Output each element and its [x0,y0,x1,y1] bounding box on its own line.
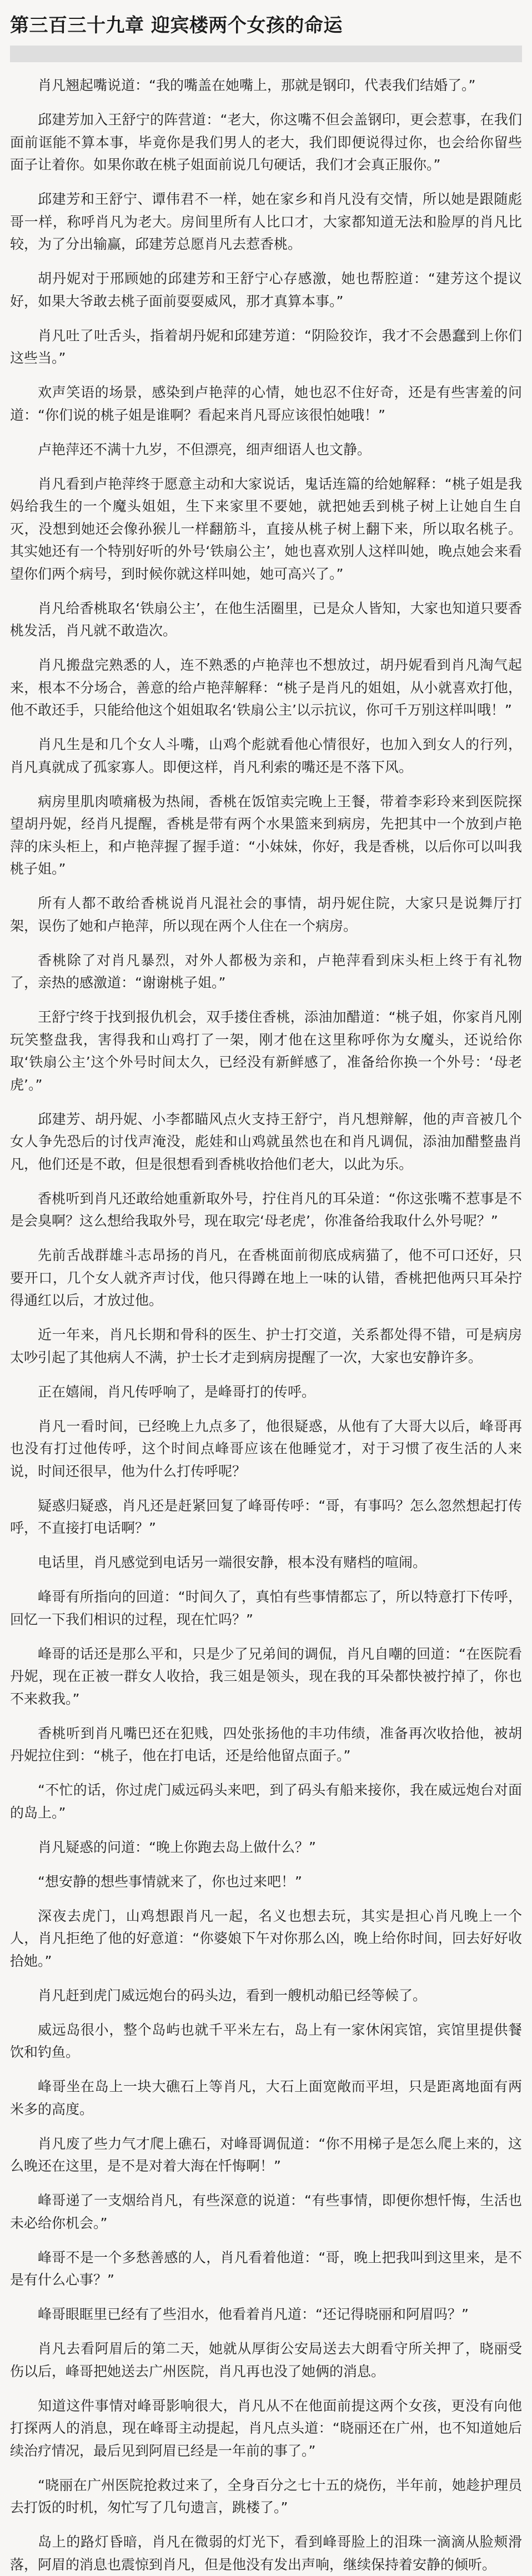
paragraph: 卢艳萍还不满十九岁，不但漂亮，细声细语人也文静。 [38,441,372,458]
paragraph: 香桃除了对肖凡暴烈，对外人都极为亲和，卢艳萍看到床头柜上终于有礼物了，亲热的感激道：“谢谢桃子姐。” [10,952,522,991]
paragraph: 邱建芳加入王舒宁的阵营道：“老大，你这嘴不但会盖钢印，更会惹事，在我们面前诓能不算本事，毕竟你是我们男人的老大，我们即便说得过你，也会给你留些面子让着你。如果你敢在桃子姐面前说几句硬话，我们才会真正服你。” [10,112,522,173]
paragraph: 香桃听到肖凡嘴巴还在犯贱，四处张扬他的丰功伟绩，准备再次收拾他，被胡丹妮拉住到：“桃子，他在打电话，还是给他留点面子。” [10,1725,522,1764]
paragraph: 正在嬉闹，肖凡传呼响了，是峰哥打的传呼。 [38,1383,316,1400]
paragraph: 岛上的路灯昏暗，肖凡在微弱的灯光下，看到峰哥脸上的泪珠一滴滴从脸颊滑落，阿眉的消息也震惊到肖凡，但是他没有发出声响，继续保持着安静的倾听。 [10,2534,522,2573]
paragraph: 欢声笑语的场景，感染到卢艳萍的心情，她也忍不住好奇，还是有些害羞的问道：“你们说的桃子姐是谁啊？看起来肖凡哥应该很怕她哦！” [10,384,522,423]
paragraph: 峰哥递了一支烟给肖凡，有些深意的说道：“有些事情，即便你想忏悔，生活也未必给你机会。” [10,2192,522,2231]
paragraph: 病房里肌肉喷痛极为热闹，香桃在饭馆卖完晚上王餐，带着李彩玲来到医院探望胡丹妮，经肖凡提醒，香桃是带有两个水果篮来到病房，先把其中一个放到卢艳萍的床头柜上，和卢艳萍握了握手道：“小妹妹，你好，我是香桃，以后你可以叫我桃子姐。” [10,793,522,877]
title-divider-bar [10,46,522,62]
paragraph: “晓丽在广州医院抢救过来了，全身百分之七十五的烧伤，半年前，她趁护理员去打饭的时机，匆忙写了几句遗言，跳楼了。” [10,2477,522,2515]
paragraph: “想安静的想些事情就来了，你也过来吧！” [38,1873,302,1890]
paragraph: 肖凡一看时间，已经晚上九点多了，他很疑惑，从他有了大哥大以后，峰哥再也没有打过他传呼，这个时间点峰哥应该在他睡觉才，对于习惯了夜生活的人来说，时间还很早，他为什么打传呼呢？ [10,1418,522,1479]
paragraph: 深夜去虎门，山鸡想跟肖凡一起，名义也想去玩，其实是担心肖凡晚上一个人，肖凡拒绝了他的好意道：“你婆娘下午对你那么凶，晚上给你时间，回去好好收拾她。” [10,1907,522,1969]
paragraph: 胡丹妮对于邢顾她的邱建芳和王舒宁心存感激，她也帮腔道：“建芳这个提议好，如果大爷敢去桃子面前耍耍威风，那才真算本事。” [10,270,522,309]
paragraph: 峰哥有所指向的回道：“时间久了，真怕有些事情都忘了，所以特意打下传呼，回忆一下我们相识的过程，现在忙吗？” [10,1589,522,1628]
paragraph: 峰哥坐在岛上一块大礁石上等肖凡，大石上面宽敞而平坦，只是距离地面有两米多的高度。 [10,2078,522,2117]
chapter-title: 第三百三十九章 迎宾楼两个女孩的命运 [10,14,343,37]
paragraph: 香桃听到肖凡还敢给她重新取外号，拧住肖凡的耳朵道：“你这张嘴不惹事是不是会臭啊？这么想给我取外号，现在取完‘母老虎’，你准备给我取什么外号呢？” [10,1190,522,1229]
paragraph: 肖凡废了些力气才爬上礁石，对峰哥调侃道：“你不用梯子是怎么爬上来的，这么晚还在这里，是不是对着大海在忏悔啊！” [10,2135,522,2174]
paragraph: 肖凡给香桃取名‘铁扇公主’，在他生活圈里，已是众人皆知，大家也知道只要香桃发活，肖凡就不敢造次。 [10,600,522,639]
paragraph: 肖凡赶到虎门威远炮台的码头边，看到一艘机动船已经等候了。 [38,1987,427,2003]
paragraph: 威远岛很小，整个岛屿也就千平米左右，岛上有一家休闲宾馆，宾馆里提供餐饮和钓鱼。 [10,2021,522,2060]
paragraph: 肖凡疑惑的问道：“晚上你跑去岛上做什么？” [38,1839,316,1855]
paragraph: 电话里，肖凡感觉到电话另一端很安静，根本没有赌档的喧闹。 [38,1554,427,1570]
paragraph: 峰哥眼眶里已经有了些泪水，他看着肖凡道：“还记得晓丽和阿眉吗？” [38,2306,469,2322]
paragraph: 知道这件事情对峰哥影响很大，肖凡从不在他面前提这两个女孩，更没有向他打探两人的消息，现在峰哥主动提起，肖凡点头道：“晓丽还在广州，也不知道她后续治疗情况，最后见到阿眉已经是一年前的事了。” [10,2397,522,2459]
paragraph: 峰哥不是一个多愁善感的人，肖凡看着他道：“哥，晚上把我叫到这里来，是不是有什么心事？” [10,2249,522,2288]
chapter-body [10,74,522,2576]
paragraph: 先前舌战群雄斗志昂扬的肖凡，在香桃面前彻底成病猫了，他不可口还好，只要开口，几个女人就齐声讨伐，他只得蹲在地上一味的认错，香桃把他两只耳朵拧得通红以后，才放过他。 [10,1247,522,1308]
paragraph: 峰哥的话还是那么平和，只是少了兄弟间的调侃，肖凡自嘲的回道：“在医院看丹妮，现在正被一群女人收拾，我三姐是领头，现在我的耳朵都快被拧掉了，你也不来救我。” [10,1645,522,1707]
paragraph: 邱建芳和王舒宁、谭伟君不一样，她在家乡和肖凡没有交情，所以她是跟随彪哥一样，称呼肖凡为老大。房间里所有人比口才，大家都知道无法和脸厚的肖凡比较，为了分出输赢，邱建芳总愿肖凡去惹香桃。 [10,191,522,252]
paragraph: “不忙的话，你过虎门威远码头来吧，到了码头有船来接你，我在威远炮台对面的岛上。” [10,1782,522,1821]
paragraph: 疑惑归疑惑，肖凡还是赶紧回复了峰哥传呼：“哥，有事吗？怎么忽然想起打传呼，不直接打电话啊？” [10,1497,522,1536]
paragraph: 邱建芳、胡丹妮、小李都瞄风点火支持王舒宁，肖凡想辩解，他的声音被几个女人争先恐后的讨伐声淹没，彪娃和山鸡就虽然也在和肖凡调侃，添油加醋整蛊肖凡，他们还是不敢，但是很想看到香桃收拾他们老大，以此为乐。 [10,1111,522,1172]
paragraph: 近一年来，肖凡长期和骨科的医生、护士打交道，关系都处得不错，可是病房太吵引起了其他病人不满，护士长才走到病房提醒了一次，大家也安静许多。 [10,1327,522,1365]
paragraph: 肖凡看到卢艳萍终于愿意主动和大家说话，鬼话连篇的给她解释：“桃子姐是我妈给我生的一个魔头姐姐，生下来家里不要她，就把她丢到桃子树上让她自生自灭，没想到她还会像孙猴儿一样翻筋斗，直接从桃子树上翻下来，所以取名桃子。其实她还有一个特别好听的外号‘铁扇公主’，她也喜欢别人这样叫她，晚点她会来看望你们两个病号，到时候你就这样叫她，她可高兴了。” [10,475,522,582]
paragraph: 肖凡吐了吐舌头，指着胡丹妮和邱建芳道：“阴险狡诈，我才不会愚蠢到上你们这些当。” [10,327,522,366]
paragraph: 肖凡去看阿眉后的第二天，她就从厚街公安局送去大朗看守所关押了，晓丽受伤以后，峰哥把她送去广州医院，肖凡再也没了她俩的消息。 [10,2341,522,2379]
paragraph: 肖凡搬盘完熟悉的人，连不熟悉的卢艳萍也不想放过，胡丹妮看到肖凡淘气起来，根本不分场合，善意的给卢艳萍解释：“桃子是肖凡的姐姐，从小就喜欢打他，他不敢还手，只能给他这个姐姐取名‘铁扇公主’以示抗议，你可千万别这样叫哦！” [10,657,522,718]
paragraph: 所有人都不敢给香桃说肖凡混社会的事情，胡丹妮住院，大家只是说舞厅打架，误伤了她和卢艳萍，所以现在两个人住在一个病房。 [10,895,522,934]
paragraph: 王舒宁终于找到报仇机会，双手搂住香桃，添油加醋道：“桃子姐，你家肖凡刚玩笑整盘我，害得我和山鸡打了一架，刚才他在这里称呼你为女魔头，还说给你取‘铁扇公主’这个外号时间太久，已经没有新鲜感了，准备给你换一个外号：‘母老虎’。” [10,1009,522,1093]
paragraph: 肖凡翘起嘴说道：“我的嘴盖在她嘴上，那就是钢印，代表我们结婚了。” [38,77,476,93]
paragraph: 肖凡生是和几个女人斗嘴，山鸡个彪就看他心情很好，也加入到女人的行列，肖凡真就成了孤家寡人。即便这样，肖凡利索的嘴还是不落下风。 [10,736,522,775]
